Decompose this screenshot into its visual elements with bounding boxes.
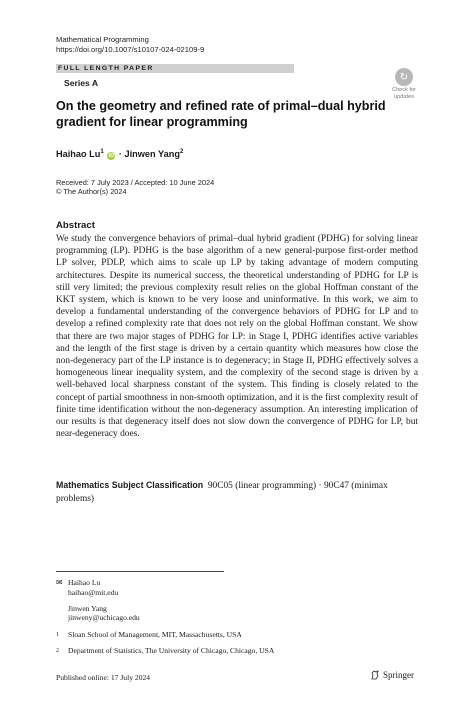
- springer-wordmark: Springer: [383, 670, 414, 680]
- paper-title: On the geometry and refined rate of primal–dual hybrid gradient for linear programming: [56, 99, 386, 129]
- author-2[interactable]: Jinwen Yang: [124, 149, 180, 160]
- series-label: Series A: [64, 78, 99, 88]
- footnote-divider: [56, 571, 224, 572]
- affiliation-number: 1: [56, 632, 59, 638]
- affiliation-text: Department of Statistics, The University of Chicago, Chicago, USA: [68, 646, 275, 655]
- orcid-icon[interactable]: iD: [108, 153, 115, 160]
- author-list: [56, 149, 183, 160]
- msc-label: Mathematics Subject Classification: [56, 480, 204, 490]
- copyright: © The Author(s) 2024: [56, 187, 127, 196]
- envelope-icon: ✉: [56, 578, 63, 587]
- corr-name-1: Haihao Lu: [68, 578, 101, 587]
- author-1[interactable]: Haihao Lu: [56, 149, 101, 160]
- msc-codes: 90C05 (linear programming) · 90C47 (minimax problems): [56, 481, 388, 504]
- corr-name-2: Jinwen Yang: [68, 603, 107, 613]
- check-updates-text: Check for updates: [392, 87, 416, 100]
- corr-email-1[interactable]: haihao@mit.edu: [68, 587, 119, 597]
- author-separator: ·: [118, 149, 122, 160]
- received-accepted: Received: 7 July 2023 / Accepted: 10 June 2024: [56, 178, 215, 187]
- author-2-affiliation: 2: [180, 149, 184, 155]
- journal-name: Mathematical Programming: [56, 35, 149, 44]
- corr-email-2[interactable]: jinweny@uchicago.edu: [68, 613, 140, 623]
- category-label: FULL LENGTH PAPER: [58, 65, 154, 72]
- published-online: Published online: 17 July 2024: [56, 673, 151, 682]
- springer-horse-icon: [370, 670, 380, 680]
- doi-link[interactable]: https://doi.org/10.1007/s10107-024-02109-9: [56, 45, 205, 54]
- correspondence-body: [68, 578, 268, 623]
- check-updates-icon: ↻: [395, 68, 413, 86]
- springer-logo: [370, 670, 414, 680]
- affiliation-text: Sloan School of Management, MIT, Massachusetts, USA: [68, 630, 242, 639]
- check-updates-badge[interactable]: [387, 68, 421, 102]
- abstract-heading: Abstract: [56, 220, 95, 231]
- journal-header: [56, 35, 204, 55]
- affiliation-1: [56, 630, 242, 642]
- abstract-text: We study the convergence behaviors of primal–dual hybrid gradient (PDHG) for solving linear programming (LP). PDHG is the base algorithm of a new general-purpose first-order method LP solver, PDLP, which aims to scale up LP by taking advantage of modern computing architectures. Despite its numerical success, the theoretical understanding of PDHG for LP is still very limited; the previous complexity result relies on the global Hoffman constant of the KKT system, which is known to be very loose and uninformative. In this work, we aim to develop a fundamental understanding of the convergence behaviors of PDHG for LP and to develop a refined complexity rate that does not rely on the global Hoffman constant. We show that there are two major stages of PDHG for LP: in Stage I, PDHG identifies active variables and the length of the first stage is driven by a certain quantity which measures how close the non-degeneracy part of the LP instance is to degeneracy; in Stage II, PDHG effectively solves a homogeneous linear inequality system, and the complexity of the second stage is driven by a well-behaved local sharpness constant of the system. This finding is closely related to the concept of partial smoothness in non-smooth optimization, and it is the first complexity result of finite time identification without the non-degeneracy assumption. An interesting implication of our results is that degeneracy itself does not slow down the convergence of PDHG for LP, but near-degeneracy does.: [56, 234, 418, 440]
- author-1-affiliation: 1: [100, 149, 104, 155]
- msc-section: [56, 479, 418, 505]
- affiliation-2: [56, 646, 275, 658]
- affiliation-number: 2: [56, 648, 59, 654]
- publication-dates: [56, 178, 214, 196]
